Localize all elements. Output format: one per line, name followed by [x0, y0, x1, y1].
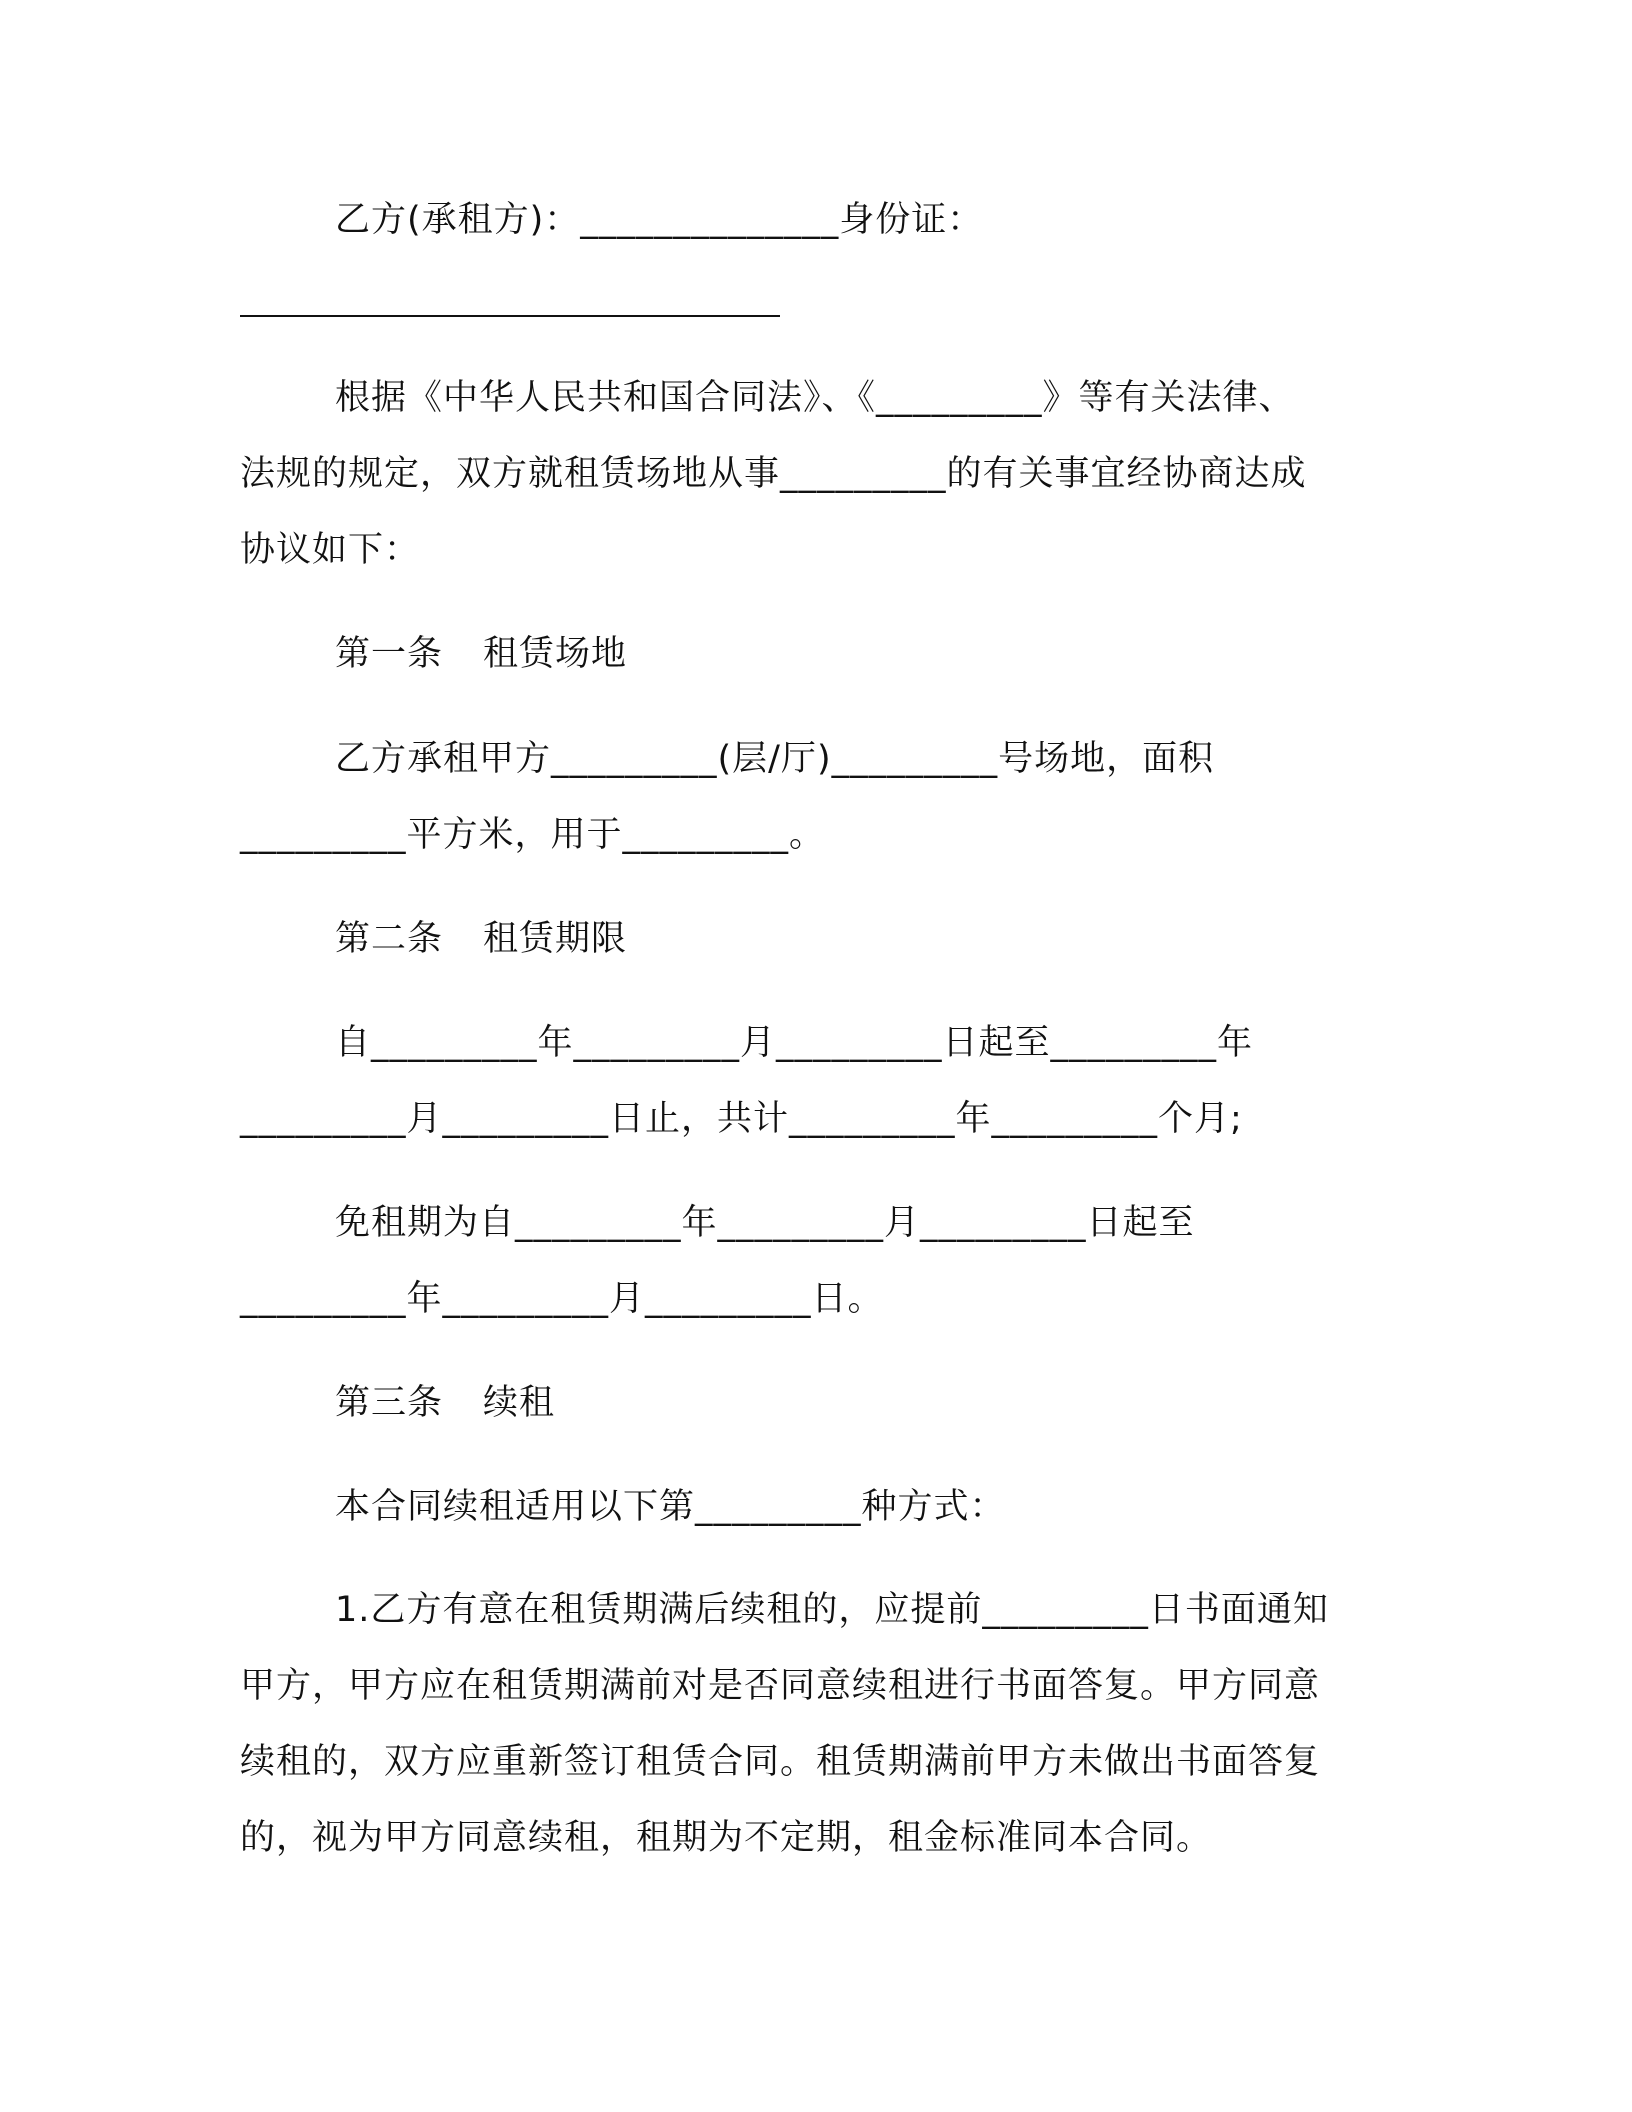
article-1-heading [335, 630, 627, 678]
article-2-number: 第二条 [335, 919, 444, 959]
preamble-line-2: 法规的规定，双方就租赁场地从事_________的有关事宜经协商达成 [240, 454, 1307, 494]
article-2-line-2: _________月_________日止，共计_________年_________个月; [240, 1099, 1243, 1139]
article-2-heading [335, 915, 627, 963]
rent-free-line-2: _________年_________月_________日。 [240, 1279, 884, 1319]
id-number-blank [240, 315, 780, 317]
preamble-line-3: 协议如下： [240, 530, 421, 570]
article-1-title: 租赁场地 [483, 634, 628, 674]
rent-free-line-1: 免租期为自_________年_________月_________日起至 [335, 1203, 1195, 1243]
renewal-clause-line-3: 续租的，双方应重新签订租赁合同。租赁期满前甲方未做出书面答复 [240, 1742, 1321, 1782]
renewal-method-line: 本合同续租适用以下第_________种方式： [335, 1487, 1006, 1527]
renewal-clause-line-1: 1.乙方有意在租赁期满后续租的，应提前_________日书面通知 [335, 1590, 1329, 1630]
article-2-line-1: 自_________年_________月_________日起至_________年 [335, 1023, 1254, 1063]
article-1-line-2: _________平方米，用于_________。 [240, 815, 826, 855]
preamble-line-1: 根据《中华人民共和国合同法》、《_________》等有关法律、 [335, 378, 1295, 418]
tenant-line: 乙方(承租方)：______________身份证： [335, 200, 984, 240]
article-3-heading [335, 1379, 555, 1427]
article-3-title: 续租 [483, 1383, 556, 1423]
article-2-title: 租赁期限 [483, 919, 628, 959]
article-3-number: 第三条 [335, 1383, 444, 1423]
article-1-line-1: 乙方承租甲方_________(层/厅)_________号场地，面积 [335, 739, 1215, 779]
article-1-number: 第一条 [335, 634, 444, 674]
renewal-clause-line-4: 的，视为甲方同意续租，租期为不定期，租金标准同本合同。 [240, 1818, 1213, 1858]
renewal-clause-line-2: 甲方，甲方应在租赁期满前对是否同意续租进行书面答复。甲方同意 [240, 1666, 1321, 1706]
